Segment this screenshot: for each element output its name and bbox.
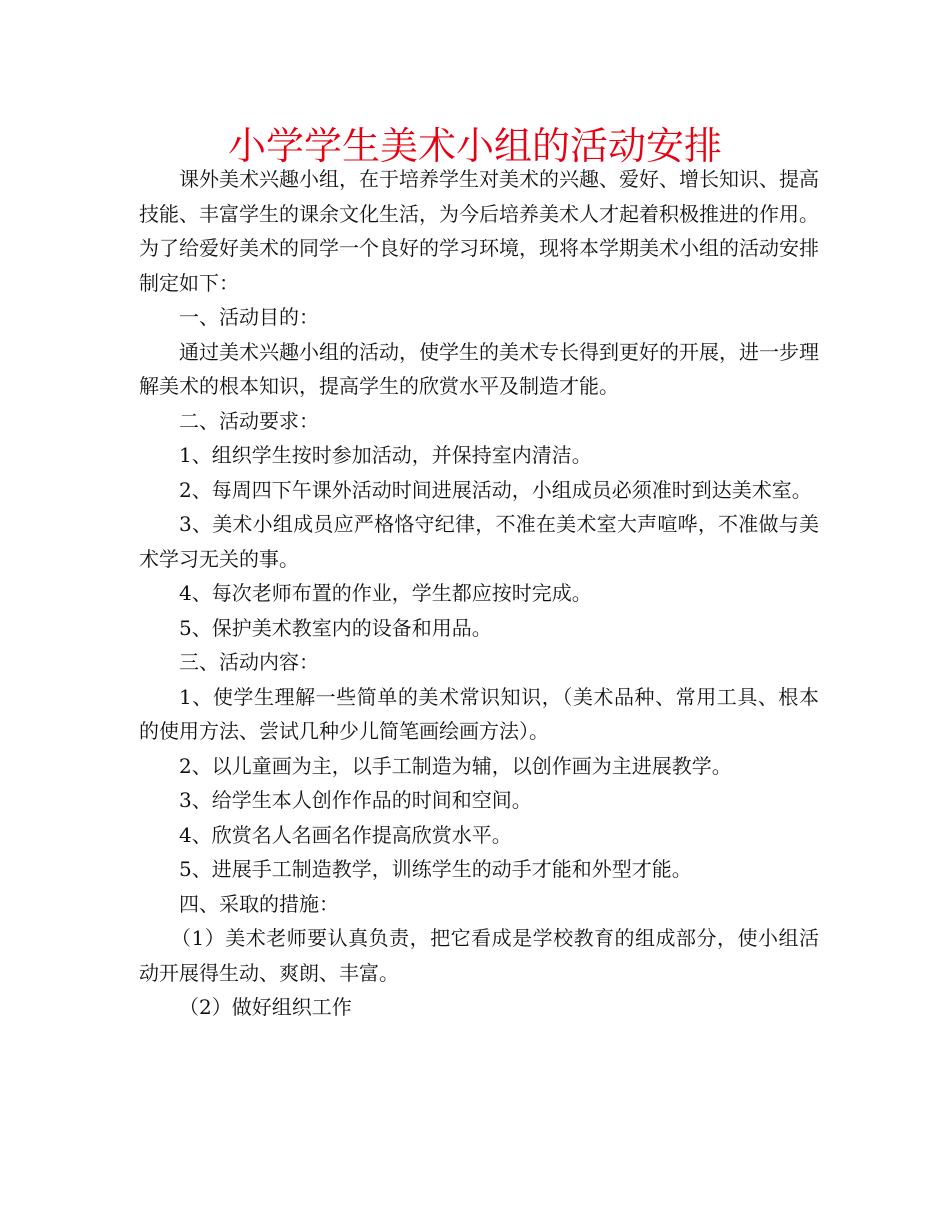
heading-requirements: 二、活动要求： — [179, 408, 319, 433]
measure-item-2: （2）做好组织工作 — [179, 995, 352, 1019]
document-title: 小学学生美术小组的活动安排 — [227, 124, 722, 168]
requirement-item-1: 1、组织学生按时参加活动，并保持室内清洁。 — [179, 443, 592, 467]
content-item-5: 5、进展手工制造教学，训练学生的动手才能和外型才能。 — [179, 857, 692, 881]
content-item-2: 2、以儿童画为主，以手工制造为辅，以创作画为主进展教学。 — [179, 753, 732, 778]
content-item-4: 4、欣赏名人名画名作提高欣赏水平。 — [179, 822, 512, 847]
content-item-1: 1、使学生理解一些简单的美术常识知识，（美术品种、常用工具、根本的使用方法、尝试几种少儿简笔画绘画方法）。 — [139, 684, 819, 743]
heading-purpose: 一、活动目的： — [179, 305, 319, 329]
paragraph-purpose: 通过美术兴趣小组的活动，使学生的美术专长得到更好的开展，进一步理解美术的根本知识，提高学生的欣赏水平及制造才能。 — [139, 339, 819, 398]
document-body — [139, 162, 819, 1025]
heading-content: 三、活动内容： — [179, 650, 319, 674]
requirement-item-4: 4、每次老师布置的作业，学生都应按时完成。 — [179, 581, 592, 605]
requirement-item-5: 5、保护美术教室内的设备和用品。 — [179, 615, 492, 640]
paragraph-intro: 课外美术兴趣小组，在于培养学生对美术的兴趣、爱好、增长知识、提高技能、丰富学生的课余文化生活，为今后培养美术人才起着积极推进的作用。为了给爱好美术的同学一个良好的学习环境，现将本学期美术小组的活动安排制定如下： — [139, 167, 819, 295]
requirement-item-2: 2、每周四下午课外活动时间进展活动，小组成员必须准时到达美术室。 — [179, 477, 812, 502]
heading-measures: 四、采取的措施： — [179, 891, 339, 916]
requirement-item-3: 3、美术小组成员应严格恪守纪律，不准在美术室大声喧哗，不准做与美术学习无关的事。 — [139, 512, 819, 571]
content-item-3: 3、给学生本人创作作品的时间和空间。 — [179, 788, 532, 812]
measure-item-1: （1）美术老师要认真负责，把它看成是学校教育的组成部分，使小组活动开展得生动、爽朗、丰富。 — [139, 926, 819, 985]
